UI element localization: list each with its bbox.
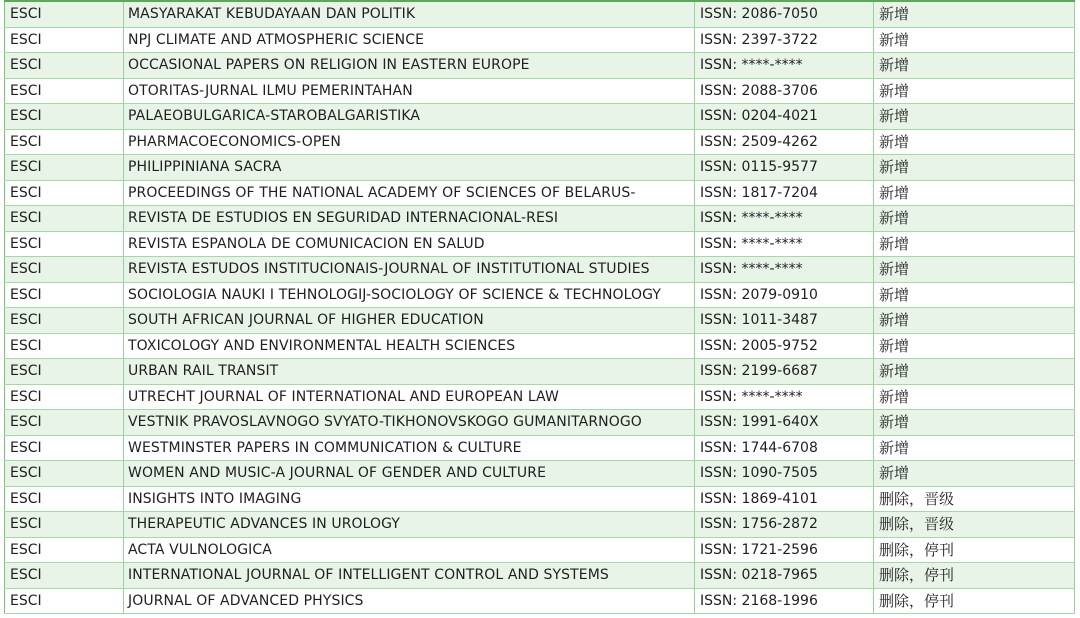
index-cell: ESCI (5, 410, 124, 436)
table-row (5, 435, 1075, 461)
status-cell: 删除，晋级 (874, 486, 1075, 512)
status-cell: 新增 (874, 206, 1075, 232)
index-cell: ESCI (5, 563, 124, 589)
journal-title-cell: PROCEEDINGS OF THE NATIONAL ACADEMY OF SCIENCES OF BELARUS- (124, 180, 695, 206)
table-row (5, 53, 1075, 79)
table-row (5, 129, 1075, 155)
issn-cell: ISSN: 2397-3722 (695, 27, 874, 53)
index-cell: ESCI (5, 257, 124, 283)
table-row (5, 512, 1075, 538)
status-cell: 新增 (874, 231, 1075, 257)
journal-title-cell: REVISTA DE ESTUDIOS EN SEGURIDAD INTERNACIONAL-RESI (124, 206, 695, 232)
index-cell: ESCI (5, 588, 124, 614)
journal-title-cell: ACTA VULNOLOGICA (124, 537, 695, 563)
index-cell: ESCI (5, 486, 124, 512)
index-cell: ESCI (5, 282, 124, 308)
status-cell: 新增 (874, 53, 1075, 79)
index-cell: ESCI (5, 27, 124, 53)
issn-cell: ISSN: 1869-4101 (695, 486, 874, 512)
table-row (5, 486, 1075, 512)
journal-title-cell: URBAN RAIL TRANSIT (124, 359, 695, 385)
table-row (5, 257, 1075, 283)
index-cell: ESCI (5, 435, 124, 461)
issn-cell: ISSN: 2168-1996 (695, 588, 874, 614)
issn-cell: ISSN: 1817-7204 (695, 180, 874, 206)
status-cell: 新增 (874, 282, 1075, 308)
table-row (5, 78, 1075, 104)
table-row (5, 359, 1075, 385)
status-cell: 新增 (874, 129, 1075, 155)
journal-title-cell: REVISTA ESTUDOS INSTITUCIONAIS-JOURNAL OF INSTITUTIONAL STUDIES (124, 257, 695, 283)
journal-table (4, 0, 1075, 614)
journal-title-cell: JOURNAL OF ADVANCED PHYSICS (124, 588, 695, 614)
index-cell: ESCI (5, 1, 124, 27)
status-cell: 新增 (874, 359, 1075, 385)
table-row (5, 563, 1075, 589)
status-cell: 删除，停刊 (874, 588, 1075, 614)
journal-title-cell: OCCASIONAL PAPERS ON RELIGION IN EASTERN EUROPE (124, 53, 695, 79)
journal-title-cell: SOUTH AFRICAN JOURNAL OF HIGHER EDUCATION (124, 308, 695, 334)
journal-title-cell: INSIGHTS INTO IMAGING (124, 486, 695, 512)
issn-cell: ISSN: ****-**** (695, 53, 874, 79)
journal-title-cell: PHILIPPINIANA SACRA (124, 155, 695, 181)
table-row (5, 461, 1075, 487)
status-cell: 新增 (874, 384, 1075, 410)
status-cell: 删除，晋级 (874, 512, 1075, 538)
status-cell: 新增 (874, 257, 1075, 283)
issn-cell: ISSN: 2086-7050 (695, 1, 874, 27)
issn-cell: ISSN: 2509-4262 (695, 129, 874, 155)
status-cell: 新增 (874, 461, 1075, 487)
table-row (5, 155, 1075, 181)
issn-cell: ISSN: 2088-3706 (695, 78, 874, 104)
status-cell: 新增 (874, 78, 1075, 104)
index-cell: ESCI (5, 384, 124, 410)
index-cell: ESCI (5, 537, 124, 563)
issn-cell: ISSN: 2005-9752 (695, 333, 874, 359)
journal-title-cell: TOXICOLOGY AND ENVIRONMENTAL HEALTH SCIENCES (124, 333, 695, 359)
journal-title-cell: PHARMACOECONOMICS-OPEN (124, 129, 695, 155)
status-cell: 新增 (874, 435, 1075, 461)
table-row (5, 537, 1075, 563)
issn-cell: ISSN: ****-**** (695, 206, 874, 232)
status-cell: 新增 (874, 155, 1075, 181)
status-cell: 新增 (874, 1, 1075, 27)
table-row (5, 588, 1075, 614)
table-row (5, 410, 1075, 436)
table-row (5, 308, 1075, 334)
index-cell: ESCI (5, 308, 124, 334)
index-cell: ESCI (5, 180, 124, 206)
table-row (5, 206, 1075, 232)
status-cell: 新增 (874, 104, 1075, 130)
journal-title-cell: PALAEOBULGARICA-STAROBALGARISTIKA (124, 104, 695, 130)
issn-cell: ISSN: 1756-2872 (695, 512, 874, 538)
issn-cell: ISSN: ****-**** (695, 231, 874, 257)
table-row (5, 180, 1075, 206)
status-cell: 新增 (874, 180, 1075, 206)
index-cell: ESCI (5, 104, 124, 130)
journal-title-cell: NPJ CLIMATE AND ATMOSPHERIC SCIENCE (124, 27, 695, 53)
table-row (5, 1, 1075, 27)
issn-cell: ISSN: ****-**** (695, 257, 874, 283)
issn-cell: ISSN: 1721-2596 (695, 537, 874, 563)
issn-cell: ISSN: 1744-6708 (695, 435, 874, 461)
index-cell: ESCI (5, 155, 124, 181)
journal-title-cell: WOMEN AND MUSIC-A JOURNAL OF GENDER AND CULTURE (124, 461, 695, 487)
table-row (5, 282, 1075, 308)
index-cell: ESCI (5, 333, 124, 359)
issn-cell: ISSN: ****-**** (695, 384, 874, 410)
table-row (5, 27, 1075, 53)
journal-table-body (5, 1, 1075, 614)
journal-title-cell: OTORITAS-JURNAL ILMU PEMERINTAHAN (124, 78, 695, 104)
index-cell: ESCI (5, 78, 124, 104)
journal-title-cell: VESTNIK PRAVOSLAVNOGO SVYATO-TIKHONOVSKOGO GUMANITARNOGO (124, 410, 695, 436)
status-cell: 删除，停刊 (874, 537, 1075, 563)
issn-cell: ISSN: 2079-0910 (695, 282, 874, 308)
index-cell: ESCI (5, 512, 124, 538)
index-cell: ESCI (5, 129, 124, 155)
table-row (5, 333, 1075, 359)
journal-title-cell: THERAPEUTIC ADVANCES IN UROLOGY (124, 512, 695, 538)
status-cell: 新增 (874, 333, 1075, 359)
journal-title-cell: UTRECHT JOURNAL OF INTERNATIONAL AND EUROPEAN LAW (124, 384, 695, 410)
issn-cell: ISSN: 1011-3487 (695, 308, 874, 334)
table-row (5, 384, 1075, 410)
status-cell: 新增 (874, 27, 1075, 53)
status-cell: 删除，停刊 (874, 563, 1075, 589)
index-cell: ESCI (5, 53, 124, 79)
index-cell: ESCI (5, 359, 124, 385)
table-row (5, 231, 1075, 257)
status-cell: 新增 (874, 308, 1075, 334)
journal-title-cell: SOCIOLOGIA NAUKI I TEHNOLOGIJ-SOCIOLOGY OF SCIENCE & TECHNOLOGY (124, 282, 695, 308)
journal-title-cell: INTERNATIONAL JOURNAL OF INTELLIGENT CONTROL AND SYSTEMS (124, 563, 695, 589)
index-cell: ESCI (5, 461, 124, 487)
table-row (5, 104, 1075, 130)
journal-title-cell: MASYARAKAT KEBUDAYAAN DAN POLITIK (124, 1, 695, 27)
journal-title-cell: REVISTA ESPANOLA DE COMUNICACION EN SALUD (124, 231, 695, 257)
issn-cell: ISSN: 1991-640X (695, 410, 874, 436)
index-cell: ESCI (5, 231, 124, 257)
index-cell: ESCI (5, 206, 124, 232)
issn-cell: ISSN: 1090-7505 (695, 461, 874, 487)
status-cell: 新增 (874, 410, 1075, 436)
issn-cell: ISSN: 0218-7965 (695, 563, 874, 589)
issn-cell: ISSN: 0115-9577 (695, 155, 874, 181)
issn-cell: ISSN: 2199-6687 (695, 359, 874, 385)
issn-cell: ISSN: 0204-4021 (695, 104, 874, 130)
journal-title-cell: WESTMINSTER PAPERS IN COMMUNICATION & CULTURE (124, 435, 695, 461)
